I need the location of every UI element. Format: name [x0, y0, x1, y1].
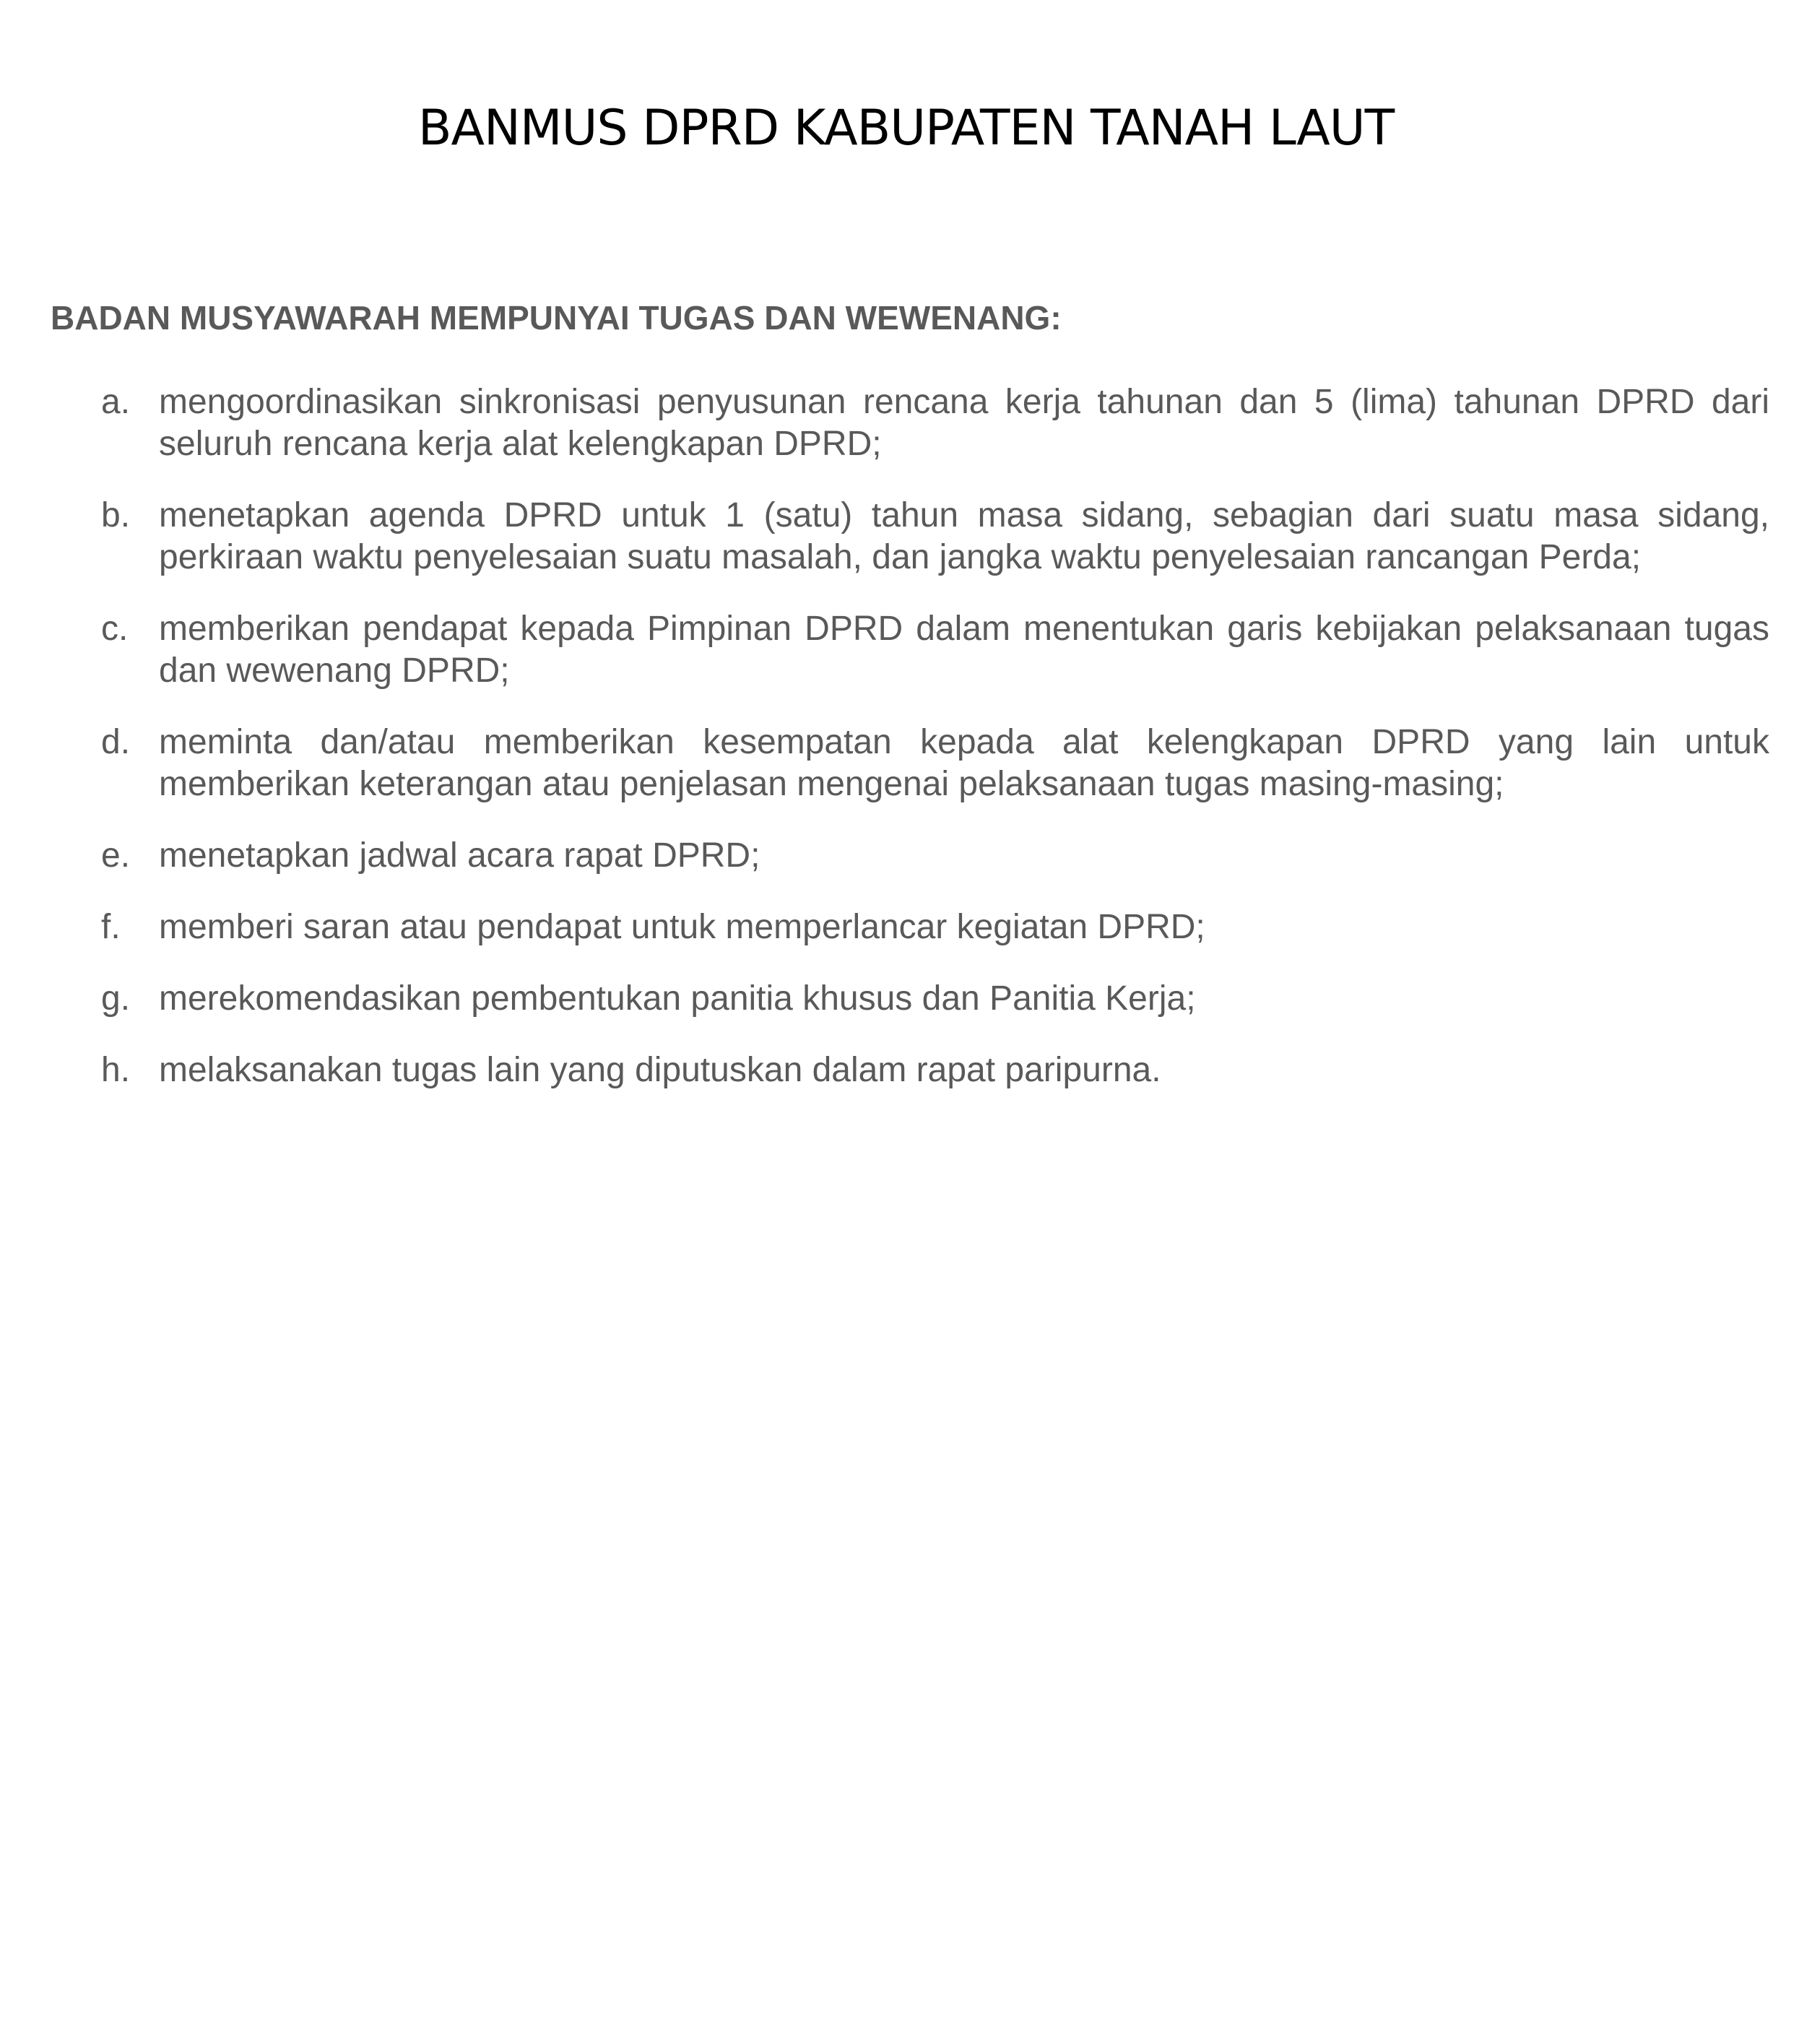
list-marker: d. — [101, 723, 131, 761]
list-item-text: memberi saran atau pendapat untuk memperlancar kegiatan DPRD; — [159, 908, 1205, 946]
duties-list — [101, 381, 1769, 1121]
list-marker: e. — [101, 836, 131, 875]
list-marker: f. — [101, 908, 121, 946]
list-item — [101, 906, 1769, 948]
list-marker: a. — [101, 383, 131, 421]
list-item — [101, 835, 1769, 877]
list-marker: c. — [101, 610, 129, 648]
list-item — [101, 608, 1769, 692]
list-item-text: merekomendasikan pembentukan panitia khusus dan Panitia Kerja; — [159, 979, 1196, 1018]
section-heading: BADAN MUSYAWARAH MEMPUNYAI TUGAS DAN WEWENANG: — [51, 299, 1062, 337]
list-item — [101, 1049, 1769, 1091]
list-item — [101, 381, 1769, 465]
list-item — [101, 978, 1769, 1020]
list-item-text: menetapkan agenda DPRD untuk 1 (satu) tahun masa sidang, sebagian dari suatu masa sidang, perkiraan waktu penyelesaian suatu masalah, dan jangka waktu penyelesaian rancangan Perda; — [159, 496, 1769, 576]
list-marker: h. — [101, 1051, 131, 1089]
list-item-text: meminta dan/atau memberikan kesempatan kepada alat kelengkapan DPRD yang lain untuk memberikan keterangan atau penjelasan mengenai pelaksanaan tugas masing-masing; — [159, 723, 1769, 803]
list-item — [101, 722, 1769, 805]
page-title: BANMUS DPRD KABUPATEN TANAH LAUT — [417, 100, 1395, 157]
list-item — [101, 495, 1769, 579]
list-item-text: melaksanakan tugas lain yang diputuskan dalam rapat paripurna. — [159, 1051, 1161, 1089]
list-marker: b. — [101, 496, 131, 534]
list-marker: g. — [101, 979, 131, 1018]
list-item-text: memberikan pendapat kepada Pimpinan DPRD dalam menentukan garis kebijakan pelaksanaan tugas dan wewenang DPRD; — [159, 610, 1769, 690]
list-item-text: mengoordinasikan sinkronisasi penyusunan rencana kerja tahunan dan 5 (lima) tahunan DPRD dari seluruh rencana kerja alat kelengkapan DPRD; — [159, 383, 1769, 463]
list-item-text: menetapkan jadwal acara rapat DPRD; — [159, 836, 760, 875]
